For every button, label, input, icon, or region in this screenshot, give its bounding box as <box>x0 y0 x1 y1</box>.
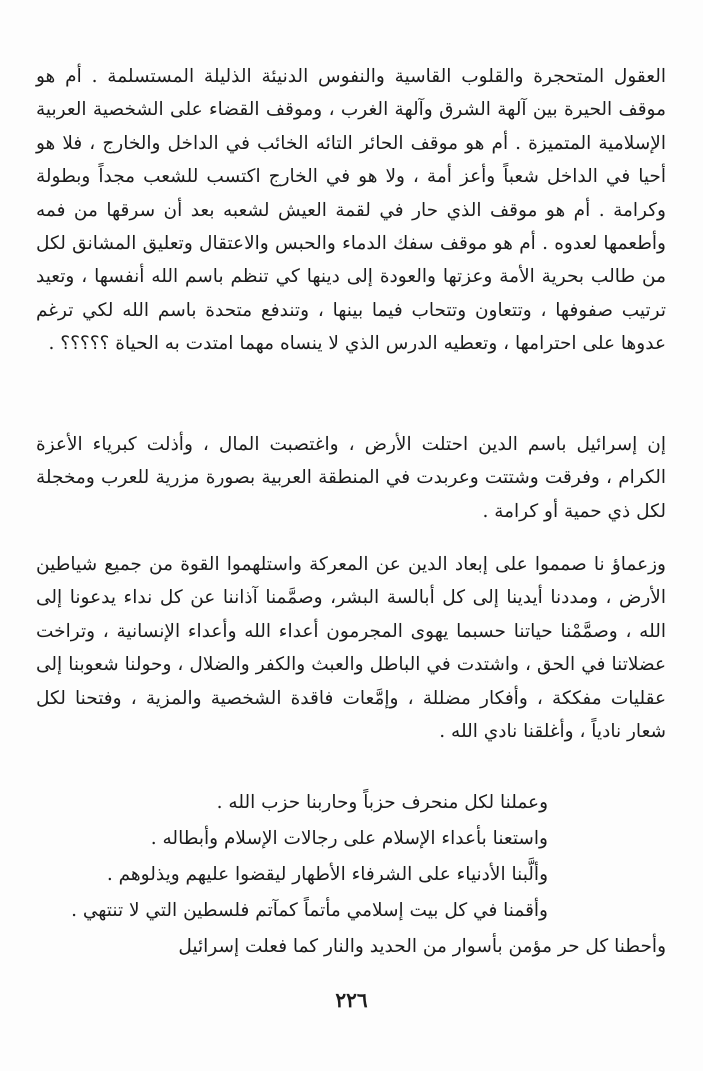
indented-line: واستعنا بأعداء الإسلام على رجالات الإسلام وأبطاله . <box>150 828 548 849</box>
closing-paragraph <box>36 930 666 963</box>
indented-lines <box>36 785 666 929</box>
paragraph-text: العقول المتحجرة والقلوب القاسية والنفوس الدنيئة الذليلة المستسلمة . أم هو موقف الحيرة بين آلهة الشرق وآلهة الغرب ، وموقف القضاء على الشخصية العربية الإسلامية المتميزة . أم هو موقف الحائر التائه الخائب في الداخل والخارج ، فلا هو أحيا في الداخل شعباً وأعز أمة ، ولا هو في الخارج اكتسب للشعب مجداً وبطولة وكرامة . أم هو موقف الذي حار في لقمة العيش لشعبه بعد أن سرقها من فمه وأطعمها لعدوه . أم هو موقف سفك الدماء والحبس والاعتقال وتعليق المشانق لكل من طالب بحرية الأمة وعزتها والعودة إلى دينها كي تنظم باسم الله أنفسها ، وتعيد ترتيب صفوفها ، وتتعاون وتتحاب فيما بينها ، وتندفع متحدة باسم الله لكي ترغم عدوها على احترامها ، وتعطيه الدرس الذي لا ينساه مهما امتدت به الحياة ؟؟؟؟؟ . <box>36 66 666 355</box>
paragraph-1 <box>36 60 666 361</box>
indented-line: وعملنا لكل منحرف حزباً وحاربنا حزب الله . <box>216 792 548 813</box>
page-number: ٢٢٦ <box>335 988 368 1012</box>
paragraph-text: وزعماؤ نا صمموا على إبعاد الدين عن المعركة واستلهموا القوة من جميع شياطين الأرض ، ومددنا أيدينا إلى كل أبالسة البشر، وصمَّمنا آذاننا عن كل نداء يدعونا إلى الله ، وصمَّمْنا حياتنا حسبما يهوى المجرمون أعداء الله وأعداء الإنسانية ، وتراخت عضلاتنا في الحق ، واشتدت في الباطل والعبث والكفر والضلال ، وحولنا شعوبنا إلى عقليات مفككة ، وأفكار مضللة ، وإمَّعات فاقدة الشخصية والمزية ، وفتحنا لكل شعار نادياً ، وأغلقنا نادي الله . <box>36 554 666 743</box>
indented-line: وألَّبنا الأدنياء على الشرفاء الأطهار ليقضوا عليهم ويذلوهم . <box>106 864 548 885</box>
closing-line: وأحطنا كل حر مؤمن بأسوار من الحديد والنار كما فعلت إسرائيل <box>178 936 666 957</box>
paragraph-2 <box>36 428 666 528</box>
paragraph-text: إن إسرائيل باسم الدين احتلت الأرض ، واغتصبت المال ، وأذلت كبرياء الأعزة الكرام ، وفرقت وشتتت وعربدت في المنطقة العربية بصورة مزرية للعرب ومخجلة لكل ذي حمية أو كرامة . <box>36 434 666 522</box>
indented-line: وأقمنا في كل بيت إسلامي مأتماً كمآتم فلسطين التي لا تنتهي . <box>71 900 548 921</box>
paragraph-3 <box>36 548 666 748</box>
